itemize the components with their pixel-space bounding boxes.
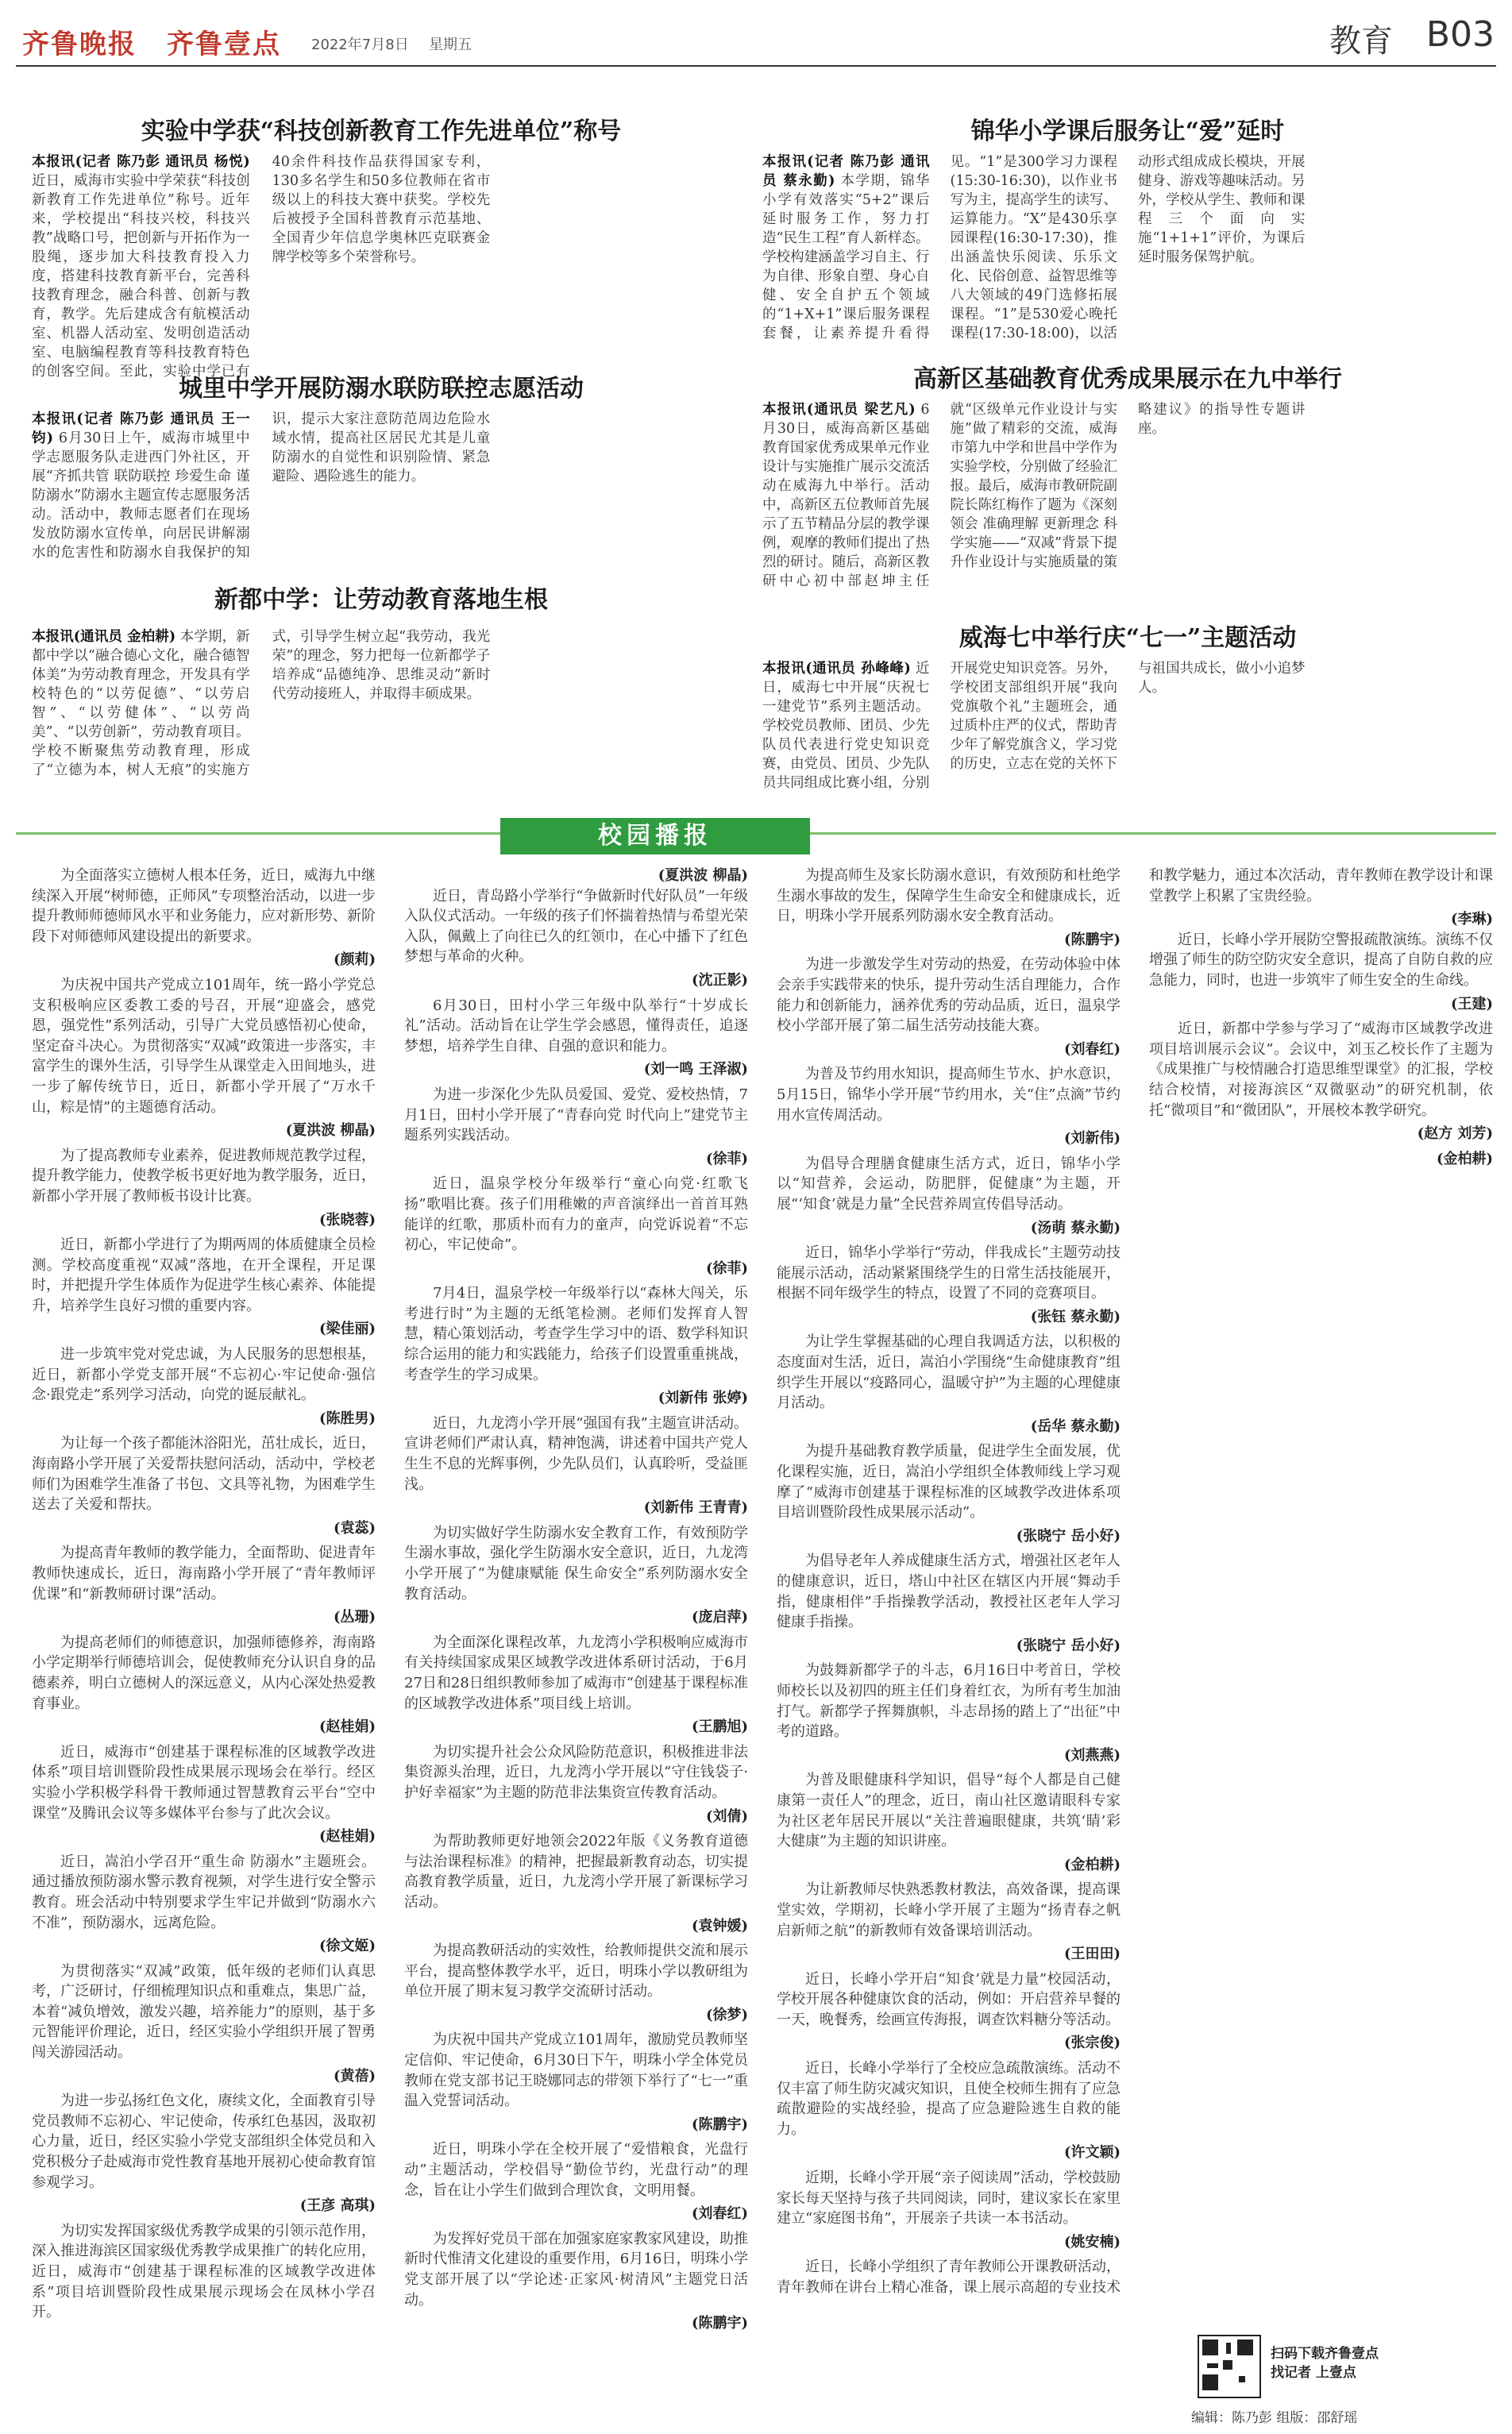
news-author: (庞启萍) [691,1609,748,1626]
news-text: 为倡导合理膳食健康生活方式，近日，锦华小学以“知营养，会运动，防肥胖，促健康”为主题，开展“‘知食’就是力量”全民营养周宣传倡导活动。 [777,1155,1120,1213]
news-text: 为让学生掌握基础的心理自我调适方法，以积极的态度面对生活，近日，嵩泊小学围绕“生命健康教育”组织学生开展以“疫路同心，温暖守护”为主题的心理健康月活动。 [777,1333,1120,1412]
qr-caption-line1: 扫码下载齐鲁壹点 [1271,2346,1379,2362]
news-text: 为贯彻落实“双减”政策，低年级的老师们认真思考，广泛研讨，仔细梳理知识点和重难点，集思广益，本着“减负增效，激发兴趣，培养能力”的原则，基于多元智能评价理论，近日，经区实验小学组织开展了智勇闯关游园活动。 [32,1962,376,2062]
news-author: (刘春红) [1063,1040,1120,1058]
news-text: 为倡导老年人养成健康生活方式，增强社区老年人的健康意识，近日，塔山中社区在辖区内开展“舞动手指，健康相伴”手指操教学活动，教授社区老年人学习健康手指操。 [777,1553,1120,1631]
news-text: 为进一步激发学生对劳动的热爱，在劳动体验中体会亲手实践带来的快乐，提升劳动生活自理能力，合作能力和创新能力，涵养优秀的劳动品质，近日，温泉学校小学部开展了第二届生活劳动技能大赛。 [777,956,1120,1035]
news-item [32,1961,376,2087]
campus-news-banner [0,810,1512,858]
news-author: (刘一鸣 王泽淑) [643,1061,748,1078]
article-body [32,152,731,383]
news-text: 为全面深化课程改革，九龙湾小学积极响应威海市有关持续国家成果区域教学改进体系研讨活动，于6月27日和28日组织教师参加了威海市“创建基于课程标准的区域教学改进体系”项目线上培训。 [404,1634,749,1712]
article-text: 本学期，新都中学以“融合德心文化，融合德智体美”为劳动教育理念，开发具有学校特色的“以劳促德”、“以劳启智”、“以劳健体”、“以劳尚美”、“以劳创新”，劳动教育项目。学校不断聚焦劳动教育理，形成了“立德为本，树人无痕”的实施方式，引导学生树立起“我劳动，我光荣”的理念，努力把每一位新都学子培养成“品德纯净、思维灵动”新时代劳动接班人，并取得丰硕成果。 [32,629,491,778]
campus-news-list [32,866,1493,2335]
news-item [32,1146,376,1230]
news-author: (夏洪波 柳晶) [658,867,748,884]
news-item [777,1441,1120,1546]
article-title: 实验中学获“科技创新教育工作先进单位”称号 [141,118,622,145]
news-text: 近日，锦华小学举行“劳动，伴我成长”主题劳动技能展示活动，活动紧紧围绕学生的日常生活技能展开，根据不同年级学生的特点，设置了不同的竞赛项目。 [777,1244,1120,1302]
news-author: (刘燕燕) [1063,1746,1120,1764]
section-name: 教育 [1329,23,1393,60]
news-text: 近期，长峰小学开展“亲子阅读周”活动，学校鼓励家长每天坚持与孩子共同阅读，同时，建议家长在家里建立“家庭图书角”，开展亲子共读一本书活动。 [777,2170,1120,2228]
news-author: (陈鹏宇) [691,2116,748,2133]
news-author: (刘倩) [705,1807,748,1825]
news-author: (岳华 蔡永勤) [1030,1418,1120,1435]
news-item [404,2229,748,2334]
news-text: 近日，明珠小学在全校开展了“爱惜粮食，光盘行动”主题活动，学校倡导“勤俭节约，光盘行动”的理念，旨在让小学生们做到合理饮食，文明用餐。 [404,2141,748,2199]
news-author: (陈胜男) [318,1410,376,1427]
news-text: 为提高老师们的师德意识，加强师德修养，海南路小学定期举行师德培训会，促使教师充分认识自身的品德素养，明白立德树人的深远意义，从内心深处热爱教育事业。 [32,1634,376,1712]
news-item [777,1243,1120,1327]
news-text: 为帮助教师更好地领会2022年版《义务教育道德与法治课程标准》的精神，把握最新教育动态，切实提高教育教学质量，近日，九龙湾小学开展了新课标学习活动。 [404,1833,748,1911]
article-lead: 本报讯(通讯员 梁艺凡) [762,402,916,418]
news-text: 为让新教师尽快熟悉教材教法，高效备课，提高课堂实效，学期初，长峰小学开展了主题为“扬青春之帆 启新师之航”的新教师有效备课培训活动。 [777,1881,1120,1939]
news-item [404,1523,748,1628]
article-lead: 本报讯(记者 陈乃彭 通讯员 杨悦) [32,154,250,170]
news-text: 为发挥好党员干部在加强家庭家教家风建设，助推新时代惟清文化建设的重要作用，6月16日，明珠小学党支部开展了以“学论述·正家风·树清风”主题党日活动。 [404,2230,748,2309]
news-item [32,866,376,970]
news-text: 近日，温泉学校分年级举行“童心向党·红歌飞扬”歌唱比赛。孩子们用稚嫩的声音演绎出一首首耳熟能详的红歌，那质朴而有力的童声，向党诉说着“不忘初心，牢记使命”。 [404,1175,748,1254]
news-author: (赵桂娟) [318,1718,376,1736]
news-item [777,1332,1120,1437]
article-text: 6月30日，威海高新区基础教育国家优秀成果单元作业设计与实施推广展示交流活动在威海九中举行。活动中，高新区五位教师首先展示了五节精品分层的教学课例，观摩的教师们提出了热烈的研讨。随后，高新区教研中心初中部赵坤主任就“区级单元作业设计与实施”做了精彩的交流，威海市第九中学和世昌中学作为实验学校，分别做了经验汇报。最后，威海市教研院副院长陈红梅作了题为《深刻领会 准确理解 更新理念 科学实施——“双减”背景下提升作业设计与实施质量的策略建议》的指导性专题讲座。 [762,402,1306,589]
page-header [0,0,1512,64]
news-item [777,1969,1120,2054]
news-author: (陈鹏宇) [691,2315,748,2332]
news-author: (汤萌 蔡永勤) [1030,1219,1120,1236]
news-item [777,1661,1120,1765]
news-item [404,1742,748,1826]
newspaper-logo: 齐鲁晚报 [22,29,137,60]
news-item [404,1174,748,1279]
news-text: 为切实提升社会公众风险防范意识，积极推进非法集资源头治理，近日，九龙湾小学开展以“守住钱袋子·护好幸福家”为主题的防范非法集资宣传教育活动。 [404,1743,748,1801]
news-text: 为普及节约用水知识，提高师生节水、护水意识，5月15日，锦华小学开展“节约用水，关“住”点滴”节约用水宣传周活动。 [777,1066,1120,1124]
news-item [32,1433,376,1538]
news-author: (丛珊) [333,1609,376,1626]
news-item [777,1064,1120,1148]
news-item [32,975,376,1141]
news-text: 近日，长峰小学开启“知食’就是力量”校园活动，学校开展各种健康饮食的活动，例如：开启营养早餐的一天，晚餐秀，绘画宣传海报，调查饮料糖分等活动。 [777,1970,1120,2028]
article-text: 近日，威海七中开展“庆祝七一建党节”系列主题活动。学校党员教师、团员、少先队员代表进行党史知识竞赛，由党员、团员、少先队员共同组成比赛小组，分别开展党史知识竞答。另外，学校团支部组织开展“我向党旗敬个礼”主题班会，通过质朴庄严的仪式，帮助青少年了解党旗含义，学习党的历史，立志在党的关怀下与祖国共成长，做小小追梦人。 [762,661,1306,791]
article-lead: 本报讯(记者 陈乃彭 通讯员 王一钧) [32,411,250,446]
qr-caption [1271,2344,1379,2382]
news-text: 为进一步深化少先队员爱国、爱党、爱校热情，7月1日，田村小学开展了“青春向党 时代向上”建党节主题系列实践活动。 [404,1086,748,1144]
news-author: (陈鹏宇) [1063,931,1120,948]
news-text: 为庆祝中国共产党成立101周年，统一路小学党总支积极响应区委教工委的号召，开展“迎盛会，感党恩，强党性”系列活动，引导广大党员感悟初心使命，坚定奋斗决心。为贯彻落实“双减”政策进一步落实，丰富学生的课外生活，引导学生从课堂走入田间地头，进一步了解传统节日，近日，新都小学开展了“万水千山，粽是情”的主题德育活动。 [32,976,376,1116]
news-text: 为切实做好学生防溺水安全教育工作，有效预防学生溺水事故，强化学生防溺水安全意识，近日，九龙湾小学开展了“为健康赋能 保生命安全”系列防溺水安全教育活动。 [404,1524,748,1603]
news-item [777,955,1120,1059]
article-lead: 本报讯(通讯员 孙峰峰) [762,661,911,677]
news-item [404,1633,748,1738]
issue-date: 2022年7月8日 [311,37,409,53]
news-author: (张晓宁 岳小好) [1016,1637,1120,1654]
article-lead: 本报讯(通讯员 金柏耕) [32,629,176,645]
news-item [32,1742,376,1847]
news-author: (张宗俊) [1063,2035,1120,2052]
news-author: (徐菲) [705,1150,748,1167]
news-item [32,1543,376,1627]
news-author: (许文颖) [1063,2144,1120,2162]
news-item [404,2139,748,2224]
article-title: 新都中学：让劳动教育落地生根 [214,586,548,614]
news-item [404,2030,748,2135]
article-body [32,627,731,786]
news-author: (王彦 高琪) [299,2197,376,2215]
article-body [32,410,731,569]
news-author: (黄蓓) [333,2067,376,2085]
news-item [32,1852,376,1957]
article-title: 城里中学开展防溺水联防联控志愿活动 [179,375,584,403]
news-text: 为全面落实立德树人根本任务，近日，威海九中继续深入开展“树师德，正师风”专项整治活动，以进一步提升教师师德师风水平和业务能力，应对新形势、新阶段下对师德师风建设提出的新要求。 [32,867,376,945]
news-item [32,1235,376,1340]
news-item [32,2091,376,2216]
news-author: (颜莉) [333,951,376,969]
news-item [1149,1019,1493,1144]
news-text: 近日，长峰小学组织了青年教师公开课教研活动，青年教师在讲台上精心准备，课上展示高超的专业技术和教学魅力，通过本次活动，青年教师在教学设计和课堂教学上积累了宝贵经验。 [777,867,1493,2296]
news-author: (姚安楠) [1063,2233,1120,2251]
news-text: 近日，新都小学进行了为期两周的体质健康全员检测。学校高度重视“双减”落地，在开全课程，开足课时，并把提升学生体质作为促进学生核心素养、体能提升，培养学生良好习惯的重要内容。 [32,1236,376,1314]
news-author: (刘新伟 张婷) [658,1390,748,1407]
qr-code-icon [1198,2335,1261,2398]
article-body [762,659,1493,802]
news-author: (赵桂娟) [318,1828,376,1846]
app-logo: 齐鲁壹点 [167,29,281,60]
news-author: (沈正影) [691,971,748,989]
article-text: 近日，威海市实验中学荣获“科技创新教育工作先进单位”称号。近年来，学校提出“科技兴校，科技兴教”战略口号，把创新与开拓作为一股绳，逐步加大科技教育投入力度，搭建科技教育新平台，完善科技教育理念，融合科普、创新与教育，教学。先后建成含有航模活动室、机器人活动室、发明创造活动室、电脑编程教育等科技教育特色的创客空间。至此，实验中学已有40余件科技作品获得国家专利，130多名学生和50多位教师在省市级以上的科技大赛中获奖。学校先后被授予全国科普教育示范基地、全国青少年信息学奥林匹克联赛金牌学校等多个荣誉称号。 [32,154,491,380]
article-title: 威海七中举行庆“七一”主题活动 [958,624,1297,652]
news-item [777,1880,1120,1964]
news-text: 为了提高教师专业素养，促进教师规范教学过程，提升教学能力，使教学板书更好地为教学服务，近日，新都小学开展了教师板书设计比赛。 [32,1147,376,1205]
news-author: (张钰 蔡永勤) [1030,1308,1120,1325]
news-author: (王建) [1450,995,1493,1013]
news-item [777,866,1120,950]
article-lead: 本报讯(记者 陈乃彭 通讯员 蔡永勤) [762,154,930,189]
news-text: 为提高青年教师的教学能力，全面帮助、促进青年教师快速成长，近日，海南路小学开展了“青年教师评优课”和“新教师研讨课”活动。 [32,1545,376,1603]
issue-weekday: 星期五 [429,37,472,53]
news-author: (徐菲) [705,1259,748,1277]
news-author: (张晓宁 岳小好) [1016,1527,1120,1545]
news-author: (袁钟媛) [691,1917,748,1934]
news-item [404,1941,748,2025]
article-title: 高新区基础教育优秀成果展示在九中举行 [913,365,1342,393]
news-text: 近日，长峰小学开展防空警报疏散演练。演练不仅增强了师生的防空防灾安全意识，提高了自防自救的应急能力，同时，也进一步筑牢了师生安全的生命线。 [1149,931,1493,989]
news-text: 近日，嵩泊小学召开“重生命 防溺水”主题班会。通过播放预防溺水警示教育视频，对学生进行安全警示教育。班会活动中特别要求学生牢记并做到“防溺水六不准”，预防溺水，远离危险。 [32,1853,376,1931]
news-author: (金柏耕) [1063,1856,1120,1873]
article-text: 本学期，锦华小学有效落实“5+2”课后延时服务工作，努力打造“民生工程”育人新样态。学校构建涵盖学习自主、行为自律、形象自塑、身心自健、安全自护五个领域的“1+X+1”课后服务课程套餐，让素养提升看得见。“1”是300学习力课程(15:30-16:30)，以作业书写为主，提高学生的读写、运算能力。“X”是430乐享园课程(16:30-17:30)，推出涵盖快乐阅读、乐乐文化、民俗创意、益智思维等八大领域的49门选修拓展课程。“1”是530爱心晚托课程(17:30-18:00)，以活动形式组成成长模块，开展健身、游戏等趣味活动。另外，学校从学生、教师和课程三个面向实施“1+1+1”评价，为课后延时服务保驾护航。 [762,154,1306,341]
article-text: 6月30日上午，威海市城里中学志愿服务队走进西门外社区，开展“齐抓共管 联防联控 珍爱生命 谨防溺水”防溺水主题宣传志愿服务活动。活动中，教师志愿者们在现场发放防溺水宣传单，向居民讲解溺水的危害性和防溺水自我保护的知识，提示大家注意防范周边危险水域水情，提高社区居民尤其是儿童防溺水的自觉性和识别险情、紧急避险、遇险逃生的能力。 [32,411,491,561]
news-text: 为切实发挥国家级优秀教学成果的引领示范作用，深入推进海滨区国家级优秀教学成果推广的转化应用，近日，威海市“创建基于课程标准的区域教学改进体系”项目培训暨阶段性成果展示现场会在凤林小学召开。 [32,2222,376,2321]
news-author: (刘新伟 王青青) [643,1499,748,1517]
news-author: (梁佳丽) [318,1321,376,1338]
news-text: 为提升基础教育教学质量，促进学生全面发展，优化课程实施，近日，嵩泊小学组织全体教师线上学习观摩了“威海市创建基于课程标准的区域教学改进体系项目培训暨阶段性成果展示活动”。 [777,1443,1120,1522]
editor-credits: 编辑：陈乃彭 组版：邵舒瑶 [1191,2410,1358,2426]
news-text: 为普及眼健康科学知识，倡导“每个人都是自己健康第一责任人”的理念，近日，南山社区邀请眼科专家为社区老年居民开展以“关注普遍眼健康，共筑‘睛’彩大健康”为主题的知识讲座。 [777,1772,1120,1850]
news-text: 为庆祝中国共产党成立101周年，激励党员教师坚定信仰、牢记使命，6月30日下午，明珠小学全体党员教师在党支部书记王晓娜同志的带领下举行了“七一”重温入党誓词活动。 [404,2031,748,2110]
news-author: (徐梦) [705,2006,748,2023]
news-author: (张晓蓉) [318,1211,376,1229]
article-body [762,152,1493,349]
news-text: 为提高教研活动的实效性，给教师提供交流和展示平台，提高整体教学水平，近日，明珠小学以教研组为单位开展了期末复习教学交流研讨活动。 [404,1942,748,2000]
news-item [777,1551,1120,1656]
news-author: (王鹏旭) [691,1718,748,1736]
news-author: (王田田) [1063,1946,1120,1963]
news-item [777,1154,1120,1238]
news-text: 为提高师生及家长防溺水意识，有效预防和杜绝学生溺水事故的发生，保障学生生命安全和健康成长，近日，明珠小学开展系列防溺水安全教育活动。 [777,867,1120,925]
page-number: B03 [1425,14,1495,55]
header-divider [16,65,1496,67]
banner-title: 校园播报 [500,818,810,854]
news-item [404,1283,748,1409]
news-text: 进一步筑牢党对党忠诚，为人民服务的思想根基，近日，新都小学党支部开展“不忘初心·牢记使命·强信念·跟党走”系列学习活动，向党的诞辰献礼。 [32,1346,376,1404]
news-text: 为进一步弘扬红色文化，赓续文化，全面教育引导党员教师不忘初心、牢记使命，传承红色基因，汲取初心力量，近日，经区实验小学党支部组织全体党员和入党积极分子赴威海市党性教育基地开展初心使命教育馆参观学习。 [32,2093,376,2191]
news-item [404,886,748,991]
news-item [777,2058,1120,2163]
article-title: 锦华小学课后服务让“爱”延时 [970,118,1285,145]
news-author: (金柏耕) [1436,1150,1493,1167]
news-item [404,1414,748,1518]
news-text: 为鼓舞新都学子的斗志，6月16日中考首日，学校师校长以及初四的班主任们身着红衣，为所有考生加油打气。新都学子挥舞旗帜，斗志昂扬的踏上了“出征”中考的道路。 [777,1662,1120,1741]
news-item [777,1770,1120,1875]
news-author: (李琳) [1450,911,1493,928]
news-item [32,1344,376,1429]
news-item [32,1633,376,1738]
news-text: 近日，威海市“创建基于课程标准的区域教学改进体系”项目培训暨阶段性成果展示现场会在举行。经区实验小学积极学科骨干教师通过智慧教育云平台“空中课堂”及腾讯会议等多媒体平台参与了此次会议。 [32,1743,376,1822]
news-text: 近日，长峰小学举行了全校应急疏散演练。活动不仅丰富了师生防灾减灾知识，且使全校师生拥有了应急疏散避险的实战经验，提高了应急避险逃生自救的能力。 [777,2060,1120,2138]
news-item [777,2168,1120,2252]
news-item [1149,930,1493,1014]
news-text: 近日，青岛路小学举行“争做新时代好队员”一年级入队仪式活动。一年级的孩子们怀揣着热情与希望光荣入队，佩戴上了向往已久的红领巾，在心中播下了红色梦想与革命的火种。 [404,887,748,966]
news-author: (袁蕊) [333,1519,376,1537]
news-author: (徐文姬) [318,1938,376,1955]
news-item [404,1085,748,1169]
news-text: 为让每一个孩子都能沐浴阳光，茁壮成长，近日，海南路小学开展了关爱帮扶慰问活动，活动中，学校老师们为困难学生准备了书包、文具等礼物，为困难学生送去了关爱和帮扶。 [32,1435,376,1514]
news-text: 6月30日，田村小学三年级中队举行“十岁成长礼”活动。活动旨在让学生学会感恩，懂得责任，追逐梦想，培养学生自律、自强的意识和能力。 [404,997,748,1055]
qr-caption-line2: 找记者 上壹点 [1271,2365,1356,2381]
news-text: 近日，新都中学参与学习了“威海市区域教学改进项目培训展示会议”。会议中，刘玉乙校长作了主题为《成果推广与校情融合打造思维型课堂》的汇报，学校结合校情，对接海滨区“双微驱动”的研究机制，依托“微项目”和“微团队”，开展校本教学研究。 [1149,1020,1493,1119]
article-body [762,400,1493,608]
news-item [404,1831,748,1936]
news-author: (赵方 刘芳) [1417,1125,1493,1143]
news-text: 7月4日，温泉学校一年级举行以“森林大闯关，乐考进行时”为主题的无纸笔检测。老师们发挥育人智慧，精心策划活动，考查学生学习中的语、数学科知识综合运用的能力和实践能力，给孩子们设置重重挑战，考查学生的学习成果。 [404,1285,748,1383]
news-text: 近日，九龙湾小学开展“强国有我”主题宣讲活动。宣讲老师们严肃认真，精神饱满，讲述着中国共产党人生生不息的光辉事例，少先队员们，认真聆听，受益匪浅。 [404,1414,748,1493]
news-author: (刘春红) [691,2205,748,2223]
news-author: (刘新伟) [1063,1130,1120,1148]
news-item [404,996,748,1080]
news-author: (夏洪波 柳晶) [285,1122,376,1140]
